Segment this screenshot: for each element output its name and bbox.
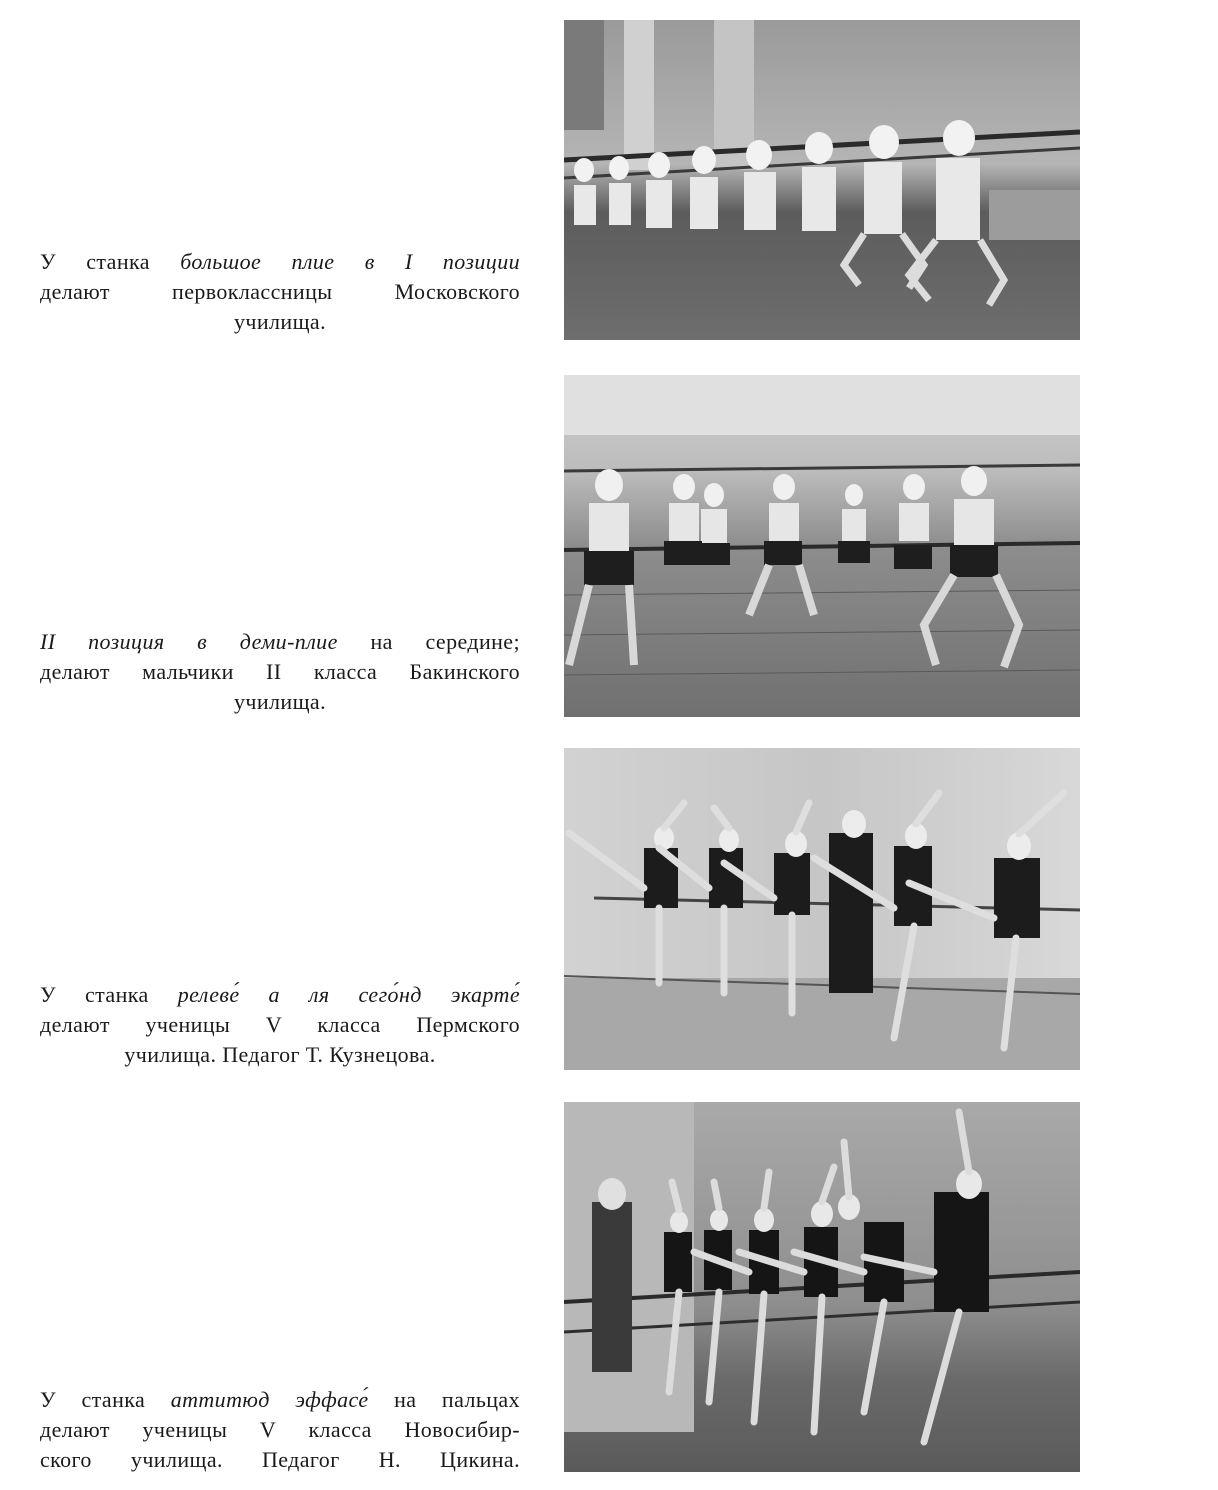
caption-4 — [40, 1385, 520, 1475]
caption-3-line-3: училища. Педагог Т. Кузнецова. — [124, 1042, 436, 1067]
caption-4-line-3: ского училища. Педагог Н. Цикина. — [40, 1447, 520, 1472]
caption-1-line-1: У станка большое плие в I позиции — [40, 249, 520, 274]
caption-3-line-2: делают ученицы V класса Пермского — [40, 1012, 520, 1037]
caption-2-line-1: II позиция в деми-плие на середине; — [40, 629, 520, 654]
caption-1 — [40, 247, 520, 337]
photo-attitude-effacee-on-pointe — [564, 1102, 1080, 1472]
caption-2 — [40, 627, 520, 717]
caption-2-line-3: училища. — [234, 689, 326, 714]
caption-1-line-2: делают первоклассницы Московского — [40, 279, 520, 304]
caption-2-line-2: делают мальчики II класса Бакинского — [40, 659, 520, 684]
photo-plie-first-position — [564, 20, 1080, 340]
caption-3 — [40, 980, 520, 1070]
caption-1-line-3: училища. — [234, 309, 326, 334]
caption-4-line-1: У станка аттитюд эффасе́ на пальцах — [40, 1387, 520, 1412]
photo-demi-plie-second-position — [564, 375, 1080, 717]
caption-4-line-2: делают ученицы V класса Новосибир- — [40, 1417, 520, 1442]
photo-releve-a-la-seconde-ecarte — [564, 748, 1080, 1070]
caption-3-line-1: У станка релеве́ а ля сего́нд экарте́ — [40, 982, 520, 1007]
